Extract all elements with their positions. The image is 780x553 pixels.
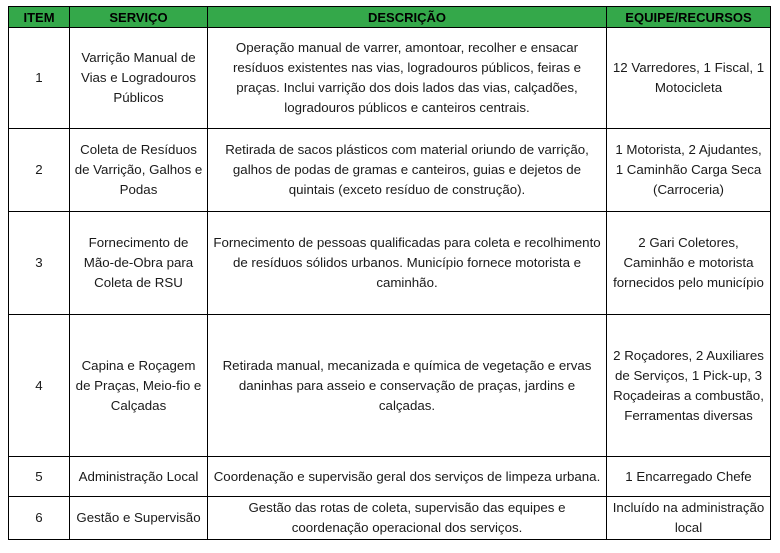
cell-item: 5: [9, 457, 70, 497]
cell-servico: Fornecimento de Mão-de-Obra para Coleta de RSU: [70, 212, 208, 315]
cell-descricao: Retirada de sacos plásticos com material oriundo de varrição, galhos de podas de gramas e canteiros, guias e dejetos de quintais (exceto resíduo de construção).: [208, 129, 607, 212]
cell-equipe: 1 Encarregado Chefe: [607, 457, 771, 497]
cell-servico: Gestão e Supervisão: [70, 497, 208, 540]
cell-equipe: 12 Varredores, 1 Fiscal, 1 Motocicleta: [607, 28, 771, 129]
cell-equipe: Incluído na administração local: [607, 497, 771, 540]
table-row: [9, 497, 771, 540]
table-header-row: [9, 7, 771, 28]
header-equipe: EQUIPE/RECURSOS: [607, 7, 771, 28]
cell-equipe: 2 Roçadores, 2 Auxiliares de Serviços, 1 Pick-up, 3 Roçadeiras a combustão, Ferramentas diversas: [607, 315, 771, 457]
cell-item: 1: [9, 28, 70, 129]
services-table: [8, 6, 771, 540]
cell-equipe: 1 Motorista, 2 Ajudantes, 1 Caminhão Carga Seca (Carroceria): [607, 129, 771, 212]
header-descricao: DESCRIÇÃO: [208, 7, 607, 28]
table-row: [9, 28, 771, 129]
cell-item: 3: [9, 212, 70, 315]
cell-servico: Coleta de Resíduos de Varrição, Galhos e Podas: [70, 129, 208, 212]
cell-item: 6: [9, 497, 70, 540]
cell-descricao: Retirada manual, mecanizada e química de vegetação e ervas daninhas para asseio e conservação de praças, jardins e calçadas.: [208, 315, 607, 457]
cell-descricao: Coordenação e supervisão geral dos serviços de limpeza urbana.: [208, 457, 607, 497]
table-row: [9, 212, 771, 315]
cell-descricao: Operação manual de varrer, amontoar, recolher e ensacar resíduos existentes nas vias, logradouros públicos, feiras e praças. Inclui varrição dos dois lados das vias, calçadões, logradouros públicos e canteiros centrais.: [208, 28, 607, 129]
cell-equipe: 2 Gari Coletores, Caminhão e motorista fornecidos pelo município: [607, 212, 771, 315]
cell-item: 2: [9, 129, 70, 212]
cell-servico: Varrição Manual de Vias e Logradouros Públicos: [70, 28, 208, 129]
table-row: [9, 315, 771, 457]
cell-descricao: Fornecimento de pessoas qualificadas para coleta e recolhimento de resíduos sólidos urbanos. Município fornece motorista e caminhão.: [208, 212, 607, 315]
table-row: [9, 457, 771, 497]
table-row: [9, 129, 771, 212]
header-servico: SERVIÇO: [70, 7, 208, 28]
cell-servico: Capina e Roçagem de Praças, Meio-fio e Calçadas: [70, 315, 208, 457]
header-item: ITEM: [9, 7, 70, 28]
cell-servico: Administração Local: [70, 457, 208, 497]
cell-descricao: Gestão das rotas de coleta, supervisão das equipes e coordenação operacional dos serviços.: [208, 497, 607, 540]
cell-item: 4: [9, 315, 70, 457]
